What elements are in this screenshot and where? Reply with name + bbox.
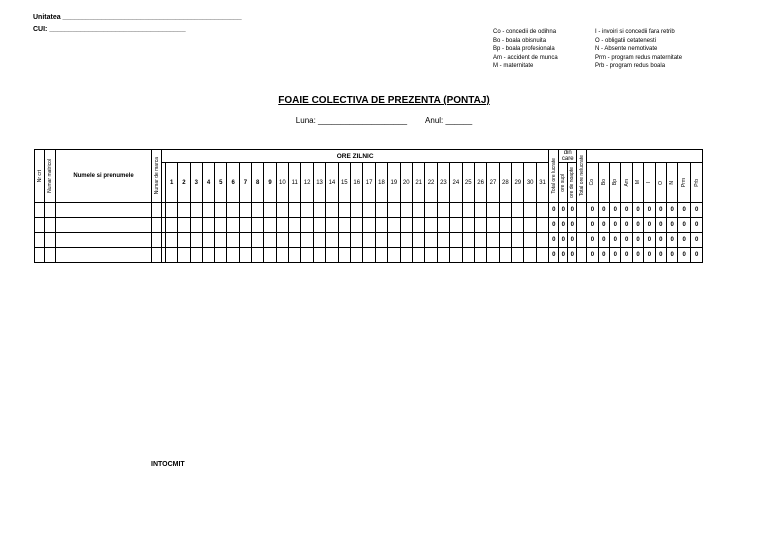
entry-cell[interactable] — [512, 248, 524, 263]
entry-cell[interactable] — [437, 218, 449, 233]
entry-cell[interactable] — [450, 203, 462, 218]
entry-cell[interactable] — [524, 203, 536, 218]
entry-cell[interactable] — [301, 218, 313, 233]
day-header-14: 14 — [326, 163, 338, 203]
day-header-7: 7 — [239, 163, 251, 203]
entry-cell[interactable] — [45, 203, 56, 218]
entry-cell[interactable] — [462, 248, 474, 263]
total-cell: 0 — [559, 248, 568, 263]
total-cell: 0 — [690, 233, 703, 248]
day-header-27: 27 — [487, 163, 499, 203]
entry-cell[interactable] — [524, 248, 536, 263]
entry-cell[interactable] — [400, 248, 412, 263]
total-cell: 0 — [559, 218, 568, 233]
total-cell: 0 — [559, 203, 568, 218]
entry-cell[interactable] — [264, 248, 276, 263]
total-cell: 0 — [655, 233, 666, 248]
entry-cell[interactable] — [190, 248, 202, 263]
entry-cell[interactable] — [252, 218, 264, 233]
col-absence-i: I — [644, 163, 655, 203]
entry-cell[interactable] — [289, 218, 301, 233]
entry-cell[interactable] — [412, 203, 424, 218]
table-row — [35, 218, 703, 233]
entry-cell[interactable] — [425, 248, 437, 263]
entry-cell[interactable] — [351, 233, 363, 248]
total-cell: 0 — [549, 248, 559, 263]
entry-cell[interactable] — [239, 248, 251, 263]
total-cell: 0 — [644, 248, 655, 263]
entry-cell[interactable] — [202, 248, 214, 263]
day-header-29: 29 — [512, 163, 524, 203]
total-cell: 0 — [667, 218, 678, 233]
legend-col-1 — [493, 28, 558, 71]
entry-cell[interactable] — [227, 248, 239, 263]
entry-cell[interactable] — [400, 233, 412, 248]
entry-cell[interactable] — [363, 218, 375, 233]
legend-item: Bo - boala obisnuita — [493, 37, 547, 44]
entry-cell[interactable] — [338, 218, 350, 233]
total-cell: 0 — [610, 248, 621, 263]
month-field: Luna: ____________________ — [295, 116, 408, 125]
entry-cell[interactable] — [450, 218, 462, 233]
entry-cell[interactable] — [313, 218, 325, 233]
total-cell: 0 — [598, 248, 609, 263]
entry-cell[interactable] — [425, 233, 437, 248]
day-header-18: 18 — [375, 163, 387, 203]
total-cell: 0 — [667, 203, 678, 218]
col-total-ore-lucrate: Total ore lucrate — [549, 150, 559, 203]
day-header-11: 11 — [289, 163, 301, 203]
entry-cell[interactable] — [577, 218, 587, 233]
total-cell: 0 — [549, 233, 559, 248]
total-cell: 0 — [655, 248, 666, 263]
day-header-13: 13 — [313, 163, 325, 203]
entry-cell[interactable] — [474, 233, 486, 248]
day-header-20: 20 — [400, 163, 412, 203]
day-header-8: 8 — [252, 163, 264, 203]
total-cell: 0 — [678, 218, 691, 233]
table-row — [35, 203, 703, 218]
day-header-31: 31 — [536, 163, 548, 203]
entry-cell[interactable] — [178, 203, 190, 218]
year-field: Anul: ______ — [425, 116, 473, 125]
entry-cell[interactable] — [289, 248, 301, 263]
legend-item: M - maternitate — [493, 63, 534, 69]
entry-cell[interactable] — [338, 233, 350, 248]
entry-cell[interactable] — [276, 218, 288, 233]
entry-cell[interactable] — [56, 218, 152, 233]
total-cell: 0 — [678, 203, 691, 218]
entry-cell[interactable] — [35, 203, 45, 218]
entry-cell[interactable] — [215, 233, 227, 248]
absence-header-blank — [587, 150, 703, 163]
entry-cell[interactable] — [190, 203, 202, 218]
col-total-ore-nelucrate: Total ore nelucrate — [577, 150, 587, 203]
entry-cell[interactable] — [56, 203, 152, 218]
col-absence-am: Am — [621, 163, 632, 203]
entry-cell[interactable] — [536, 218, 548, 233]
total-cell: 0 — [632, 203, 643, 218]
entry-cell[interactable] — [152, 203, 162, 218]
entry-cell[interactable] — [351, 218, 363, 233]
entry-cell[interactable] — [152, 233, 162, 248]
entry-cell[interactable] — [252, 233, 264, 248]
entry-cell[interactable] — [264, 218, 276, 233]
entry-cell[interactable] — [178, 218, 190, 233]
entry-cell[interactable] — [276, 203, 288, 218]
entry-cell[interactable] — [227, 203, 239, 218]
entry-cell[interactable] — [388, 218, 400, 233]
legend-col-2 — [595, 28, 682, 71]
col-absence-n: N — [667, 163, 678, 203]
col-absence-co: Co — [587, 163, 598, 203]
total-cell: 0 — [610, 233, 621, 248]
day-header-12: 12 — [301, 163, 313, 203]
col-nr-matricol: Numar matricol — [45, 150, 56, 203]
entry-cell[interactable] — [487, 218, 499, 233]
col-ore-supl: ore supl — [559, 163, 568, 203]
entry-cell[interactable] — [252, 248, 264, 263]
entry-cell[interactable] — [474, 248, 486, 263]
col-absence-bp: Bp — [610, 163, 621, 203]
entry-cell[interactable] — [178, 233, 190, 248]
entry-cell[interactable] — [375, 218, 387, 233]
legend-item: O - obligatii cetatenesti — [595, 37, 657, 44]
entry-cell[interactable] — [375, 248, 387, 263]
legend-item: Am - accident de munca — [493, 54, 558, 61]
entry-cell[interactable] — [577, 233, 587, 248]
entry-cell[interactable] — [326, 248, 338, 263]
entry-cell[interactable] — [425, 218, 437, 233]
entry-cell[interactable] — [166, 248, 178, 263]
entry-cell[interactable] — [351, 248, 363, 263]
total-cell: 0 — [610, 203, 621, 218]
entry-cell[interactable] — [190, 218, 202, 233]
entry-cell[interactable] — [35, 218, 45, 233]
entry-cell[interactable] — [313, 203, 325, 218]
total-cell: 0 — [678, 248, 691, 263]
day-header-1: 1 — [166, 163, 178, 203]
entry-cell[interactable] — [45, 218, 56, 233]
col-nr-crt: Nr crt — [35, 150, 45, 203]
entry-cell[interactable] — [313, 233, 325, 248]
entry-cell[interactable] — [363, 248, 375, 263]
entry-cell[interactable] — [388, 233, 400, 248]
total-cell: 0 — [598, 233, 609, 248]
entry-cell[interactable] — [239, 203, 251, 218]
day-header-9: 9 — [264, 163, 276, 203]
day-header-26: 26 — [474, 163, 486, 203]
entry-cell[interactable] — [35, 233, 45, 248]
total-cell: 0 — [632, 248, 643, 263]
entry-cell[interactable] — [499, 203, 511, 218]
entry-cell[interactable] — [487, 233, 499, 248]
day-header-5: 5 — [215, 163, 227, 203]
day-header-24: 24 — [450, 163, 462, 203]
entry-cell[interactable] — [487, 248, 499, 263]
legend-item: Bp - boala profesionala — [493, 46, 555, 52]
cui-line: CUI: ___________________________________ — [33, 26, 186, 33]
entry-cell[interactable] — [264, 233, 276, 248]
entry-cell[interactable] — [202, 203, 214, 218]
day-header-21: 21 — [412, 163, 424, 203]
entry-cell[interactable] — [264, 203, 276, 218]
entry-cell[interactable] — [152, 248, 162, 263]
day-header-30: 30 — [524, 163, 536, 203]
day-header-4: 4 — [202, 163, 214, 203]
entry-cell[interactable] — [338, 203, 350, 218]
entry-cell[interactable] — [338, 248, 350, 263]
entry-cell[interactable] — [425, 203, 437, 218]
entry-cell[interactable] — [375, 233, 387, 248]
total-cell: 0 — [587, 248, 598, 263]
total-cell: 0 — [690, 203, 703, 218]
total-cell: 0 — [587, 233, 598, 248]
day-header-23: 23 — [437, 163, 449, 203]
entry-cell[interactable] — [326, 203, 338, 218]
entry-cell[interactable] — [152, 218, 162, 233]
entry-cell[interactable] — [512, 233, 524, 248]
entry-cell[interactable] — [388, 203, 400, 218]
entry-cell[interactable] — [536, 248, 548, 263]
total-cell: 0 — [610, 218, 621, 233]
entry-cell[interactable] — [524, 218, 536, 233]
total-cell: 0 — [644, 218, 655, 233]
entry-cell[interactable] — [499, 218, 511, 233]
entry-cell[interactable] — [215, 218, 227, 233]
entry-cell[interactable] — [499, 233, 511, 248]
entry-cell[interactable] — [301, 233, 313, 248]
entry-cell[interactable] — [289, 203, 301, 218]
entry-cell[interactable] — [326, 218, 338, 233]
entry-cell[interactable] — [450, 233, 462, 248]
period-line — [0, 116, 768, 125]
col-absence-bo: Bo — [598, 163, 609, 203]
entry-cell[interactable] — [499, 248, 511, 263]
entry-cell[interactable] — [363, 203, 375, 218]
entry-cell[interactable] — [313, 248, 325, 263]
entry-cell[interactable] — [462, 218, 474, 233]
timesheet-table — [34, 149, 703, 263]
intocmit-label: INTOCMIT — [151, 461, 185, 468]
entry-cell[interactable] — [166, 218, 178, 233]
entry-cell[interactable] — [524, 233, 536, 248]
entry-cell[interactable] — [412, 218, 424, 233]
total-cell: 0 — [690, 218, 703, 233]
total-cell: 0 — [549, 218, 559, 233]
entry-cell[interactable] — [450, 248, 462, 263]
day-header-3: 3 — [190, 163, 202, 203]
entry-cell[interactable] — [252, 203, 264, 218]
legend-item: N - Absente nemotivate — [595, 46, 658, 52]
entry-cell[interactable] — [437, 203, 449, 218]
entry-cell[interactable] — [462, 233, 474, 248]
document-title: FOAIE COLECTIVA DE PREZENTA (PONTAJ) — [278, 95, 490, 106]
entry-cell[interactable] — [375, 203, 387, 218]
entry-cell[interactable] — [351, 203, 363, 218]
entry-cell[interactable] — [326, 233, 338, 248]
entry-cell[interactable] — [166, 203, 178, 218]
day-header-15: 15 — [338, 163, 350, 203]
day-header-16: 16 — [351, 163, 363, 203]
entry-cell[interactable] — [536, 203, 548, 218]
entry-cell[interactable] — [56, 233, 152, 248]
entry-cell[interactable] — [289, 233, 301, 248]
entry-cell[interactable] — [301, 203, 313, 218]
entry-cell[interactable] — [437, 248, 449, 263]
entry-cell[interactable] — [239, 218, 251, 233]
total-cell: 0 — [655, 203, 666, 218]
col-nume: Numele si prenumele — [56, 150, 152, 203]
total-cell: 0 — [678, 233, 691, 248]
entry-cell[interactable] — [474, 218, 486, 233]
legend-item: Co - concedii de odihna — [493, 29, 557, 35]
legend-item: Prb - program redus boala — [595, 63, 666, 69]
entry-cell[interactable] — [202, 218, 214, 233]
entry-cell[interactable] — [462, 203, 474, 218]
entry-cell[interactable] — [400, 218, 412, 233]
ore-zilnic-header: ORE ZILNIC — [162, 150, 549, 163]
entry-cell[interactable] — [400, 203, 412, 218]
total-cell: 0 — [690, 248, 703, 263]
total-cell: 0 — [568, 248, 577, 263]
entry-cell[interactable] — [190, 233, 202, 248]
total-cell: 0 — [667, 248, 678, 263]
entry-cell[interactable] — [276, 248, 288, 263]
unit-line: Unitatea ______________________________________________ — [33, 14, 242, 21]
table-row — [35, 233, 703, 248]
entry-cell[interactable] — [56, 248, 152, 263]
total-cell: 0 — [598, 203, 609, 218]
entry-cell[interactable] — [512, 218, 524, 233]
entry-cell[interactable] — [363, 233, 375, 248]
entry-cell[interactable] — [227, 218, 239, 233]
legend-item: I - invoiri si concedii fara retrib — [595, 29, 675, 35]
total-cell: 0 — [587, 218, 598, 233]
total-cell: 0 — [621, 218, 632, 233]
total-cell: 0 — [667, 233, 678, 248]
entry-cell[interactable] — [388, 248, 400, 263]
entry-cell[interactable] — [301, 248, 313, 263]
total-cell: 0 — [621, 233, 632, 248]
total-cell: 0 — [621, 203, 632, 218]
entry-cell[interactable] — [276, 233, 288, 248]
total-cell: 0 — [655, 218, 666, 233]
col-absence-m: M — [632, 163, 643, 203]
total-cell: 0 — [644, 233, 655, 248]
total-cell: 0 — [587, 203, 598, 218]
total-cell: 0 — [568, 203, 577, 218]
col-nr-marca: Numar de marca — [152, 150, 162, 203]
entry-cell[interactable] — [536, 233, 548, 248]
table-row — [35, 248, 703, 263]
legend-item: Prm - program redus maternitate — [595, 54, 683, 61]
entry-cell[interactable] — [487, 203, 499, 218]
entry-cell[interactable] — [178, 248, 190, 263]
col-absence-prm: Prm — [678, 163, 691, 203]
day-header-10: 10 — [276, 163, 288, 203]
din-care-header: din care — [559, 150, 577, 163]
entry-cell[interactable] — [202, 233, 214, 248]
entry-cell[interactable] — [577, 248, 587, 263]
col-absence-prb: Prb — [690, 163, 703, 203]
entry-cell[interactable] — [412, 233, 424, 248]
header-row-1 — [35, 150, 703, 163]
total-cell: 0 — [621, 248, 632, 263]
entry-cell[interactable] — [239, 233, 251, 248]
entry-cell[interactable] — [215, 248, 227, 263]
entry-cell[interactable] — [437, 233, 449, 248]
entry-cell[interactable] — [577, 203, 587, 218]
col-absence-o: O — [655, 163, 666, 203]
day-header-28: 28 — [499, 163, 511, 203]
total-cell: 0 — [549, 203, 559, 218]
day-header-22: 22 — [425, 163, 437, 203]
entry-cell[interactable] — [35, 248, 45, 263]
total-cell: 0 — [559, 233, 568, 248]
entry-cell[interactable] — [474, 203, 486, 218]
entry-cell[interactable] — [512, 203, 524, 218]
entry-cell[interactable] — [45, 248, 56, 263]
day-header-17: 17 — [363, 163, 375, 203]
total-cell: 0 — [632, 218, 643, 233]
total-cell: 0 — [632, 233, 643, 248]
total-cell: 0 — [568, 218, 577, 233]
day-header-6: 6 — [227, 163, 239, 203]
total-cell: 0 — [644, 203, 655, 218]
entry-cell[interactable] — [215, 203, 227, 218]
entry-cell[interactable] — [227, 233, 239, 248]
total-cell: 0 — [598, 218, 609, 233]
day-header-2: 2 — [178, 163, 190, 203]
entry-cell[interactable] — [166, 233, 178, 248]
day-header-25: 25 — [462, 163, 474, 203]
day-header-19: 19 — [388, 163, 400, 203]
col-ore-noapte: ore de noapte — [568, 163, 577, 203]
entry-cell[interactable] — [45, 233, 56, 248]
entry-cell[interactable] — [412, 248, 424, 263]
total-cell: 0 — [568, 233, 577, 248]
